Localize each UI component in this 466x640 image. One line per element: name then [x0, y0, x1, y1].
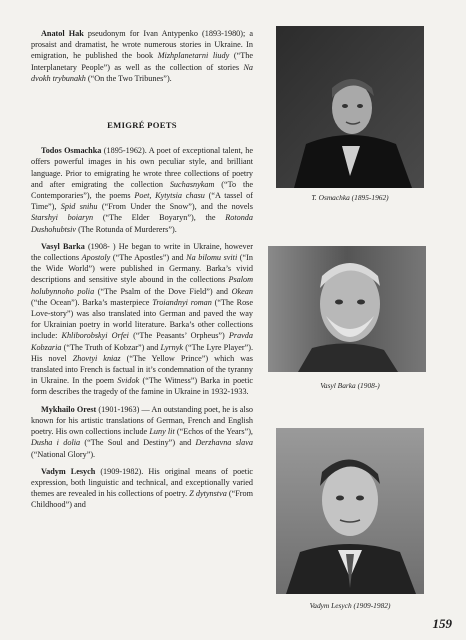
author-name: Vasyl Barka — [41, 241, 85, 251]
portrait-photo-barka — [268, 246, 426, 372]
work-title: Luny lit — [149, 427, 175, 437]
work-title: Psalom holubynnoho polia — [31, 275, 253, 296]
paragraph-text: (1901-1963) — An outstanding poet, he is also known for his artistic translations of German, French and English poetry. His own collections include — [31, 404, 253, 437]
paragraph-text: (“National Glory”). — [31, 449, 96, 459]
paragraph-text: (“A tassel of Time”), — [31, 191, 253, 212]
work-title: Pravda Kobzaria — [31, 331, 253, 352]
paragraph-text: (“From Under the Snow”), and the novels — [97, 202, 253, 212]
portrait-image — [276, 26, 424, 188]
paragraph-text: (“The Peasants’ Orpheus”) — [128, 331, 229, 341]
portrait-image — [268, 246, 426, 372]
paragraph-barka — [31, 241, 253, 398]
paragraph-text: (“The Truth of Kobzar”) and — [61, 342, 161, 352]
work-title: Zhovtyi kniaz — [72, 353, 121, 363]
paragraph-lesych — [31, 466, 253, 511]
paragraph-text: (“The Interplanetary People”) as well as the collection of stories — [31, 51, 253, 72]
work-title: Na bilomu sviti — [186, 253, 238, 263]
paragraph-text: (The Rotunda of Murderers”). — [76, 224, 177, 234]
work-title: Poet, Kytytsia chasu — [134, 191, 205, 201]
work-title: Okean — [231, 286, 253, 296]
text-column — [31, 28, 253, 517]
photo-caption: Vadym Lesych (1909-1982) — [309, 601, 391, 610]
page-number: 159 — [432, 616, 452, 631]
paragraph-anatol-hak — [31, 28, 253, 84]
work-title: Troiandnyi roman — [152, 297, 212, 307]
paragraph-text: pseudonym for Ivan Antypenko (1893-1980); a prosaist and dramatist, he wrote numerous stories in Ukraine. In emigration, he published the book — [31, 29, 253, 61]
work-title: Khliborobskyi Orfei — [61, 331, 129, 341]
paragraph-text: (“The Lyre Player”). His novel — [31, 342, 253, 363]
paragraph-text: (“The Yellow Prince”) which was translated into French is factual in it’s condemnation of the tyranny in Ukraine. In the poem — [31, 353, 253, 386]
work-title: Apostoly — [81, 253, 111, 263]
author-name: Mykhailo Orest — [41, 404, 97, 414]
author-name: Vadym Lesych — [41, 466, 96, 476]
paragraph-text: (“The Apostles”) and — [110, 253, 187, 263]
paragraph-text: (“On the Two Tribunes”). — [85, 73, 172, 83]
author-name: Anatol Hak — [41, 29, 84, 38]
portrait-photo-lesych — [276, 428, 424, 594]
paragraph-text: (“To the Contemporaries”), the poems — [31, 179, 253, 201]
paragraph-text: (“The Witness”) Barka in poetic form describes the tragedy of the famine in Ukraine in 1932-1933. — [31, 376, 253, 397]
section-heading: EMIGRÉ POETS — [107, 120, 177, 131]
work-title: Spid snihu — [60, 202, 98, 212]
paragraph-text: (“In the Wide World”) were published in Germany. Barka’s vivid descriptions and sensitive style abound in the collections — [31, 253, 253, 285]
work-title: Rotonda Dushohubtsiv — [31, 213, 253, 234]
work-title: Z dytynstva — [189, 489, 227, 499]
book-title: Na dvokh trybunakh — [31, 62, 253, 83]
paragraph-text: (“The Rose Love-story”) was also translated into German and paved the way for Ukrainian poetry in world literature. Barka’s other collections include: — [31, 297, 253, 341]
book-title: Mizhplanetarni liudy — [157, 51, 230, 61]
paragraph-text: (“the Ocean”). Barka’s masterpiece — [31, 297, 153, 307]
paragraph-text: (1909-1982). His original means of poetic expression, both linguistic and technical, and exceptionally varied themes are revealed in his collections of poetry. — [31, 466, 253, 499]
paragraph-text: (“The Elder Boyaryn”), the — [93, 213, 226, 223]
paragraph-osmachka — [31, 145, 253, 235]
work-title: Suchasnykam — [169, 179, 215, 189]
paragraph-text: (“From Childhood”) and — [31, 489, 253, 510]
portrait-photo-osmachka — [276, 26, 424, 188]
work-title: Starshyi boiaryn — [31, 213, 94, 223]
paragraph-orest — [31, 404, 253, 460]
portrait-image — [276, 428, 424, 594]
paragraph-text: (1895-1962). A poet of exceptional talent, he offers powerful images in his own peculiar style, and brilliant language. Prior to emigrating he wrote three collections of poetry and after emigrating the collection — [31, 146, 253, 189]
paragraph-text: (“The Soul and Destiny”) and — [80, 438, 196, 448]
photo-caption: Vasyl Barka (1908-) — [320, 381, 380, 390]
photo-caption: T. Osmachka (1895-1962) — [311, 193, 389, 202]
work-title: Dusha i dolia — [31, 438, 81, 448]
work-title: Lyrnyk — [160, 342, 184, 352]
work-title: Svidok — [117, 376, 140, 386]
paragraph-text: (1908- ) He began to write in Ukraine, however the collections — [31, 241, 253, 263]
paragraph-text: (“The Psalm of the Dove Field”) and — [94, 286, 232, 296]
author-name: Todos Osmachka — [41, 146, 102, 156]
work-title: Derzhavna slava — [195, 438, 253, 448]
paragraph-text: (“Echos of the Years”), — [174, 427, 253, 437]
